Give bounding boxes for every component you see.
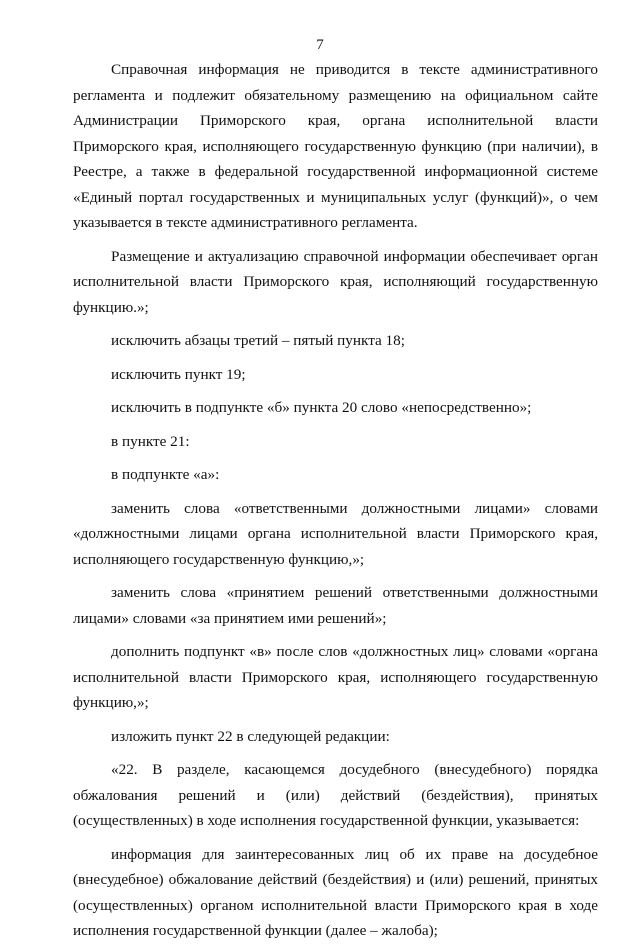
paragraph [73, 362, 598, 388]
text-line: функцию,»; [73, 694, 149, 711]
paragraph [73, 429, 598, 455]
text-line: регламента и подлежит обязательному размещению на официальном сайте [73, 86, 598, 104]
paragraph [73, 395, 598, 421]
text-line: Размещение и актуализацию справочной информации обеспечивает орган [111, 247, 598, 265]
text-line: Справочная информация не приводится в тексте административного [111, 61, 598, 78]
text-line: обжалования решений и (или) действий (бездействия), принятых [73, 786, 598, 804]
text-line: (осуществленных) органом исполнительной власти Приморского края в ходе [73, 896, 598, 914]
page-number: 7 [316, 37, 324, 53]
text-line: информация для заинтересованных лиц об их праве на досудебное [111, 845, 598, 863]
text-line: исполнения государственной функции (далее – жалоба); [73, 922, 438, 939]
text-line: указывается в тексте административного регламента. [73, 214, 418, 231]
text-line: (внесудебное) обжалование действий (бездействия) и (или) решений, принятых [73, 871, 598, 888]
text-line: (осуществленных) в ходе исполнения государственной функции, указывается: [73, 812, 580, 829]
paragraph [73, 757, 598, 834]
text-line: лицами» словами «за принятием ими решений»; [73, 609, 387, 627]
text-line: Администрации Приморского края, органа исполнительной власти [73, 112, 598, 129]
paragraph [73, 328, 598, 354]
text-line: исключить пункт 19; [111, 365, 246, 383]
text-line: исключить в подпункте «б» пункта 20 слово «непосредственно»; [111, 399, 532, 416]
paragraph [73, 57, 598, 236]
text-line: функцию.»; [73, 298, 149, 316]
text-line: заменить слова «ответственными должностными лицами» словами [111, 499, 598, 517]
document-body [73, 57, 598, 952]
text-line: «22. В разделе, касающемся досудебного (внесудебного) порядка [111, 761, 598, 778]
paragraph [73, 244, 598, 321]
text-line: дополнить подпункт «в» после слов «должностных лиц» словами «органа [111, 643, 598, 660]
text-line: изложить пункт 22 в следующей редакции: [111, 727, 390, 745]
text-line: исполнительной власти Приморского края, исполняющий государственную [73, 273, 598, 290]
paragraph [73, 496, 598, 573]
text-line: Приморского края, исполняющего государственную функцию (при наличии), в [73, 137, 598, 155]
paragraph [73, 580, 598, 631]
text-line: в пункте 21: [111, 432, 190, 450]
text-line: «должностными лицами органа исполнительной власти Приморского края, [73, 525, 598, 542]
text-line: заменить слова «принятием решений ответственными должностными [111, 584, 598, 601]
text-line: Реестре, а также в федеральной государственной информационной системе [73, 163, 598, 180]
paragraph [73, 724, 598, 750]
text-line: исключить абзацы третий – пятый пункта 18; [111, 332, 405, 349]
paragraph [73, 462, 598, 488]
paragraph [73, 639, 598, 716]
paragraph [73, 842, 598, 944]
text-line: исполнительной власти Приморского края, исполняющего государственную [73, 668, 598, 686]
text-line: в подпункте «а»: [111, 466, 220, 483]
text-line: «Единый портал государственных и муниципальных услуг (функций)», о чем [73, 188, 598, 206]
text-line: исполняющего государственную функцию,»; [73, 550, 365, 568]
